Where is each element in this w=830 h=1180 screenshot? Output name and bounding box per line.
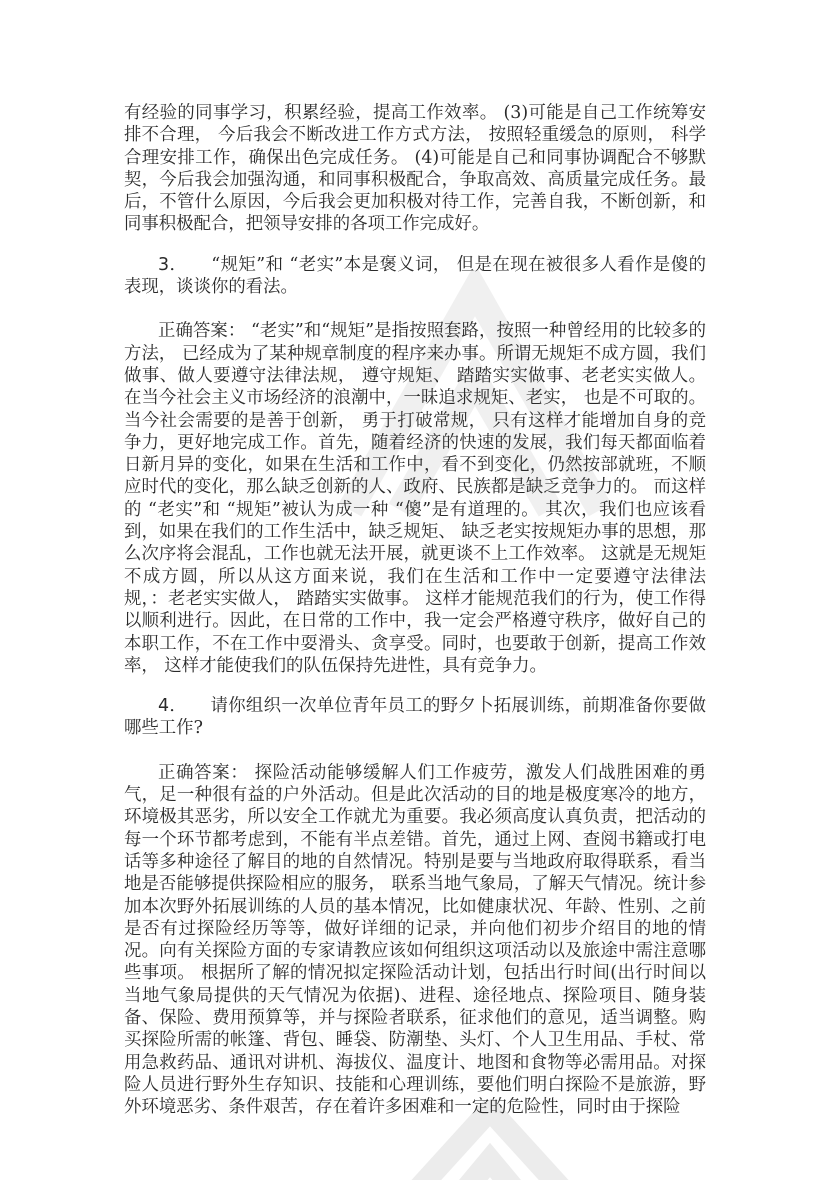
question-3 xyxy=(124,254,706,299)
question-4 xyxy=(124,695,706,740)
paragraph-continuation: 有经验的同事学习，积累经验，提高工作效率。 (3)可能是自己工作统筹安排不合理， 今后我会不断改进工作方式方法， 按照轻重缓急的原则， 科学合理安排工作，确保出色完成任务。 (4)可能是自己和同事协调配合不够默契，今后我会加强沟通，和同事积极配合，争取高效、高质量完成任务。最后，不管什么原因，今后我会更加积极对待工作，完善自我，不断创新，和同事积极配合，把领导安排的各项工作完成好。 xyxy=(124,103,706,235)
question-text: 请你组织一次单位青年员工的野夕卜拓展训练，前期准备你要做哪些工作? xyxy=(124,696,706,739)
question-number: 3． xyxy=(158,254,188,275)
answer-3: 正确答案： “老实”和“规矩”是指按照套路，按照一种曾经用的比较多的方法， 已经成为了某种规章制度的程序来办事。所谓无规矩不成方圆，我们做事、做人要遵守法律法规， 遵守规矩、 踏踏实实做事、老老实实做人。在当今社会主义市场经济的浪潮中，一昧追求规矩、老实， 也是不可取的。 当今社会需要的是善于创新， 勇于打破常规， 只有这样才能增加自身的竞争力，更好地完成工作。首先，随着经济的快速的发展，我们每天都面临着日新月异的变化，如果在生活和工作中，看不到变化，仍然按部就班，不顺应时代的变化，那么缺乏创新的人、政府、民族都是缺乏竞争力的。 而这样的 “老实”和 “规矩”被认为成一种 “傻”是有道理的。 其次，我们也应该看到，如果在我们的工作生活中，缺乏规矩、 缺乏老实按规矩办事的思想，那么次序将会混乱，工作也就无法开展，就更谈不上工作效率。 这就是无规矩不成方圆，所以从这方面来说，我们在生活和工作中一定要遵守法律法规，：老老实实做人， 踏踏实实做事。 这样才能规范我们的行为，使工作得以顺利进行。因此，在日常的工作中，我一定会严格遵守秩序，做好自己的本职工作，不在工作中耍滑头、贪享受。同时，也要敢于创新，提高工作效率， 这样才能使我们的队伍保持先进性，具有竞争力。 xyxy=(124,321,706,676)
question-text: “规矩”和 “老实”本是褒义词， 但是在现在被很多人看作是傻的表现，谈谈你的看法。 xyxy=(124,254,706,298)
answer-4: 正确答案： 探险活动能够缓解人们工作疲劳，激发人们战胜困难的勇气，足一种很有益的户外活动。但是此次活动的目的地是极度寒冷的地方，环境极其恶劣，所以安全工作就尤为重要。我必须高度认真负责，把活动的每一个环节都考虑到，不能有半点差错。首先，通过上网、查阅书籍或打电话等多种途径了解目的地的自然情况。特别是要与当地政府取得联系，看当地是否能够提供探险相应的服务， 联系当地气象局，了解天气情况。统计参加本次野外拓展训练的人员的基本情况，比如健康状况、年龄、性别、之前是否有过探险经历等等，做好详细的记录，并向他们初步介绍目的地的情况。向有关探险方面的专家请教应该如何组织这项活动以及旅途中需注意哪些事项。 根据所了解的情况拟定探险活动计划，包括出行时间(出行时间以当地气象局提供的天气情况为依据)、进程、途径地点、探险项目、随身装备、保险、费用预算等，并与探险者联系，征求他们的意见，适当调整。购买探险所需的帐篷、背包、睡袋、防潮垫、头灯、个人卫生用品、手杖、常用急救药品、通讯对讲机、海拔仪、温度计、地图和食物等必需用品。对探险人员进行野外生存知识、技能和心理训练，要他们明白探险不是旅游，野外环境恶劣、条件艰苦，存在着许多困难和一定的危险性，同时由于探险 xyxy=(124,762,706,1118)
question-number: 4． xyxy=(158,696,188,717)
document-body xyxy=(124,102,706,1118)
